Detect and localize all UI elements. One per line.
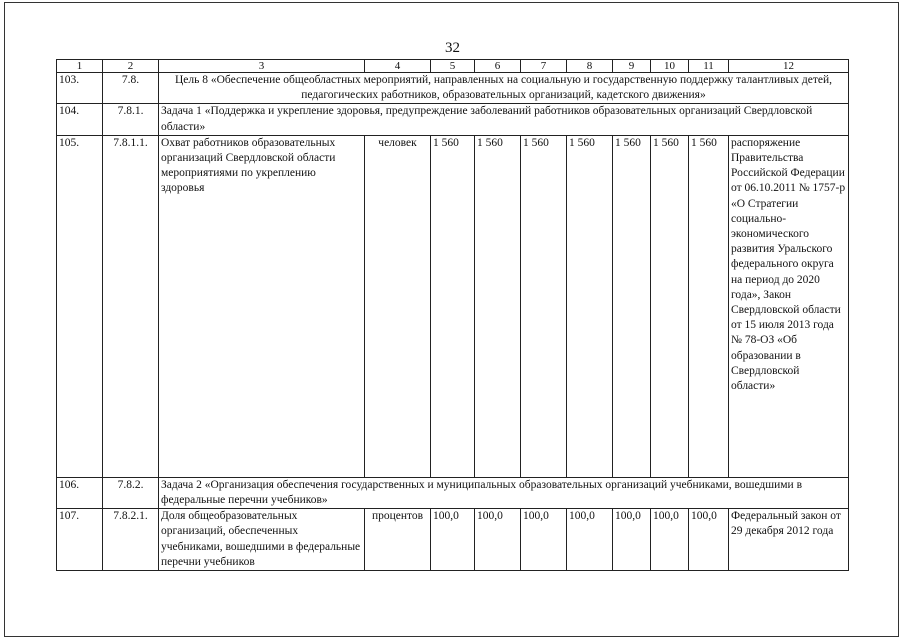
row-code: 7.8.1.1. — [103, 135, 159, 477]
indicator-value: 1 560 — [651, 135, 689, 477]
column-header: 11 — [689, 60, 729, 73]
indicator-value: 1 560 — [689, 135, 729, 477]
indicator-value: 100,0 — [651, 509, 689, 571]
row-code: 7.8.1. — [103, 104, 159, 135]
row-code: 7.8.2.1. — [103, 509, 159, 571]
indicator-value: 1 560 — [613, 135, 651, 477]
table-row-task — [57, 104, 849, 135]
column-header: 4 — [365, 60, 431, 73]
indicator-value: 1 560 — [431, 135, 475, 477]
row-number: 106. — [57, 477, 103, 508]
goal-text: Цель 8 «Обеспечение общеобластных мероприятий, направленных на социальную и государственную поддержку талантливых детей, педагогических работников, образовательных организаций, кадетского движения» — [159, 73, 849, 104]
row-number: 103. — [57, 73, 103, 104]
column-header: 10 — [651, 60, 689, 73]
indicator-value: 1 560 — [567, 135, 613, 477]
indicator-value: 100,0 — [613, 509, 651, 571]
indicator-name: Доля общеобразовательных организаций, обеспеченных учебниками, вошедшими в федеральные перечни учебников — [159, 509, 365, 571]
task-text: Задача 2 «Организация обеспечения государственных и муниципальных образовательных организаций учебниками, вошедшими в федеральные перечни учебников» — [159, 477, 849, 508]
table-row-goal — [57, 73, 849, 104]
column-header: 9 — [613, 60, 651, 73]
column-header: 2 — [103, 60, 159, 73]
column-header: 1 — [57, 60, 103, 73]
indicator-source: Федеральный закон от 29 декабря 2012 года — [729, 509, 849, 571]
column-header: 6 — [475, 60, 521, 73]
indicator-source: распоряжение Правительства Российской Федерации от 06.10.2011 № 1757-р «О Стратегии социально-экономического развития Уральского федерального округа на период до 2020 года», Закон Свердловской области от 15 июля 2013 года № 78-ОЗ «Об образовании в Свердловской области» — [729, 135, 849, 477]
page-number: 32 — [445, 40, 460, 56]
column-header: 8 — [567, 60, 613, 73]
table-row-indicator — [57, 135, 849, 477]
indicator-unit: процентов — [365, 509, 431, 571]
table-row-indicator — [57, 509, 849, 571]
table-row-task — [57, 477, 849, 508]
table-header-row — [57, 60, 849, 73]
column-header: 5 — [431, 60, 475, 73]
indicator-value: 100,0 — [431, 509, 475, 571]
indicator-unit: человек — [365, 135, 431, 477]
indicator-value: 100,0 — [689, 509, 729, 571]
column-header: 12 — [729, 60, 849, 73]
row-code: 7.8.2. — [103, 477, 159, 508]
indicator-name: Охват работников образовательных организаций Свердловской области мероприятиями по укреплению здоровья — [159, 135, 365, 477]
task-text: Задача 1 «Поддержка и укрепление здоровья, предупреждение заболеваний работников образовательных организаций Свердловской области» — [159, 104, 849, 135]
row-number: 104. — [57, 104, 103, 135]
indicators-table — [56, 59, 849, 571]
row-number: 107. — [57, 509, 103, 571]
column-header: 3 — [159, 60, 365, 73]
row-code: 7.8. — [103, 73, 159, 104]
indicator-value: 1 560 — [475, 135, 521, 477]
row-number: 105. — [57, 135, 103, 477]
column-header: 7 — [521, 60, 567, 73]
indicator-value: 100,0 — [475, 509, 521, 571]
indicator-value: 1 560 — [521, 135, 567, 477]
indicator-value: 100,0 — [521, 509, 567, 571]
indicator-value: 100,0 — [567, 509, 613, 571]
